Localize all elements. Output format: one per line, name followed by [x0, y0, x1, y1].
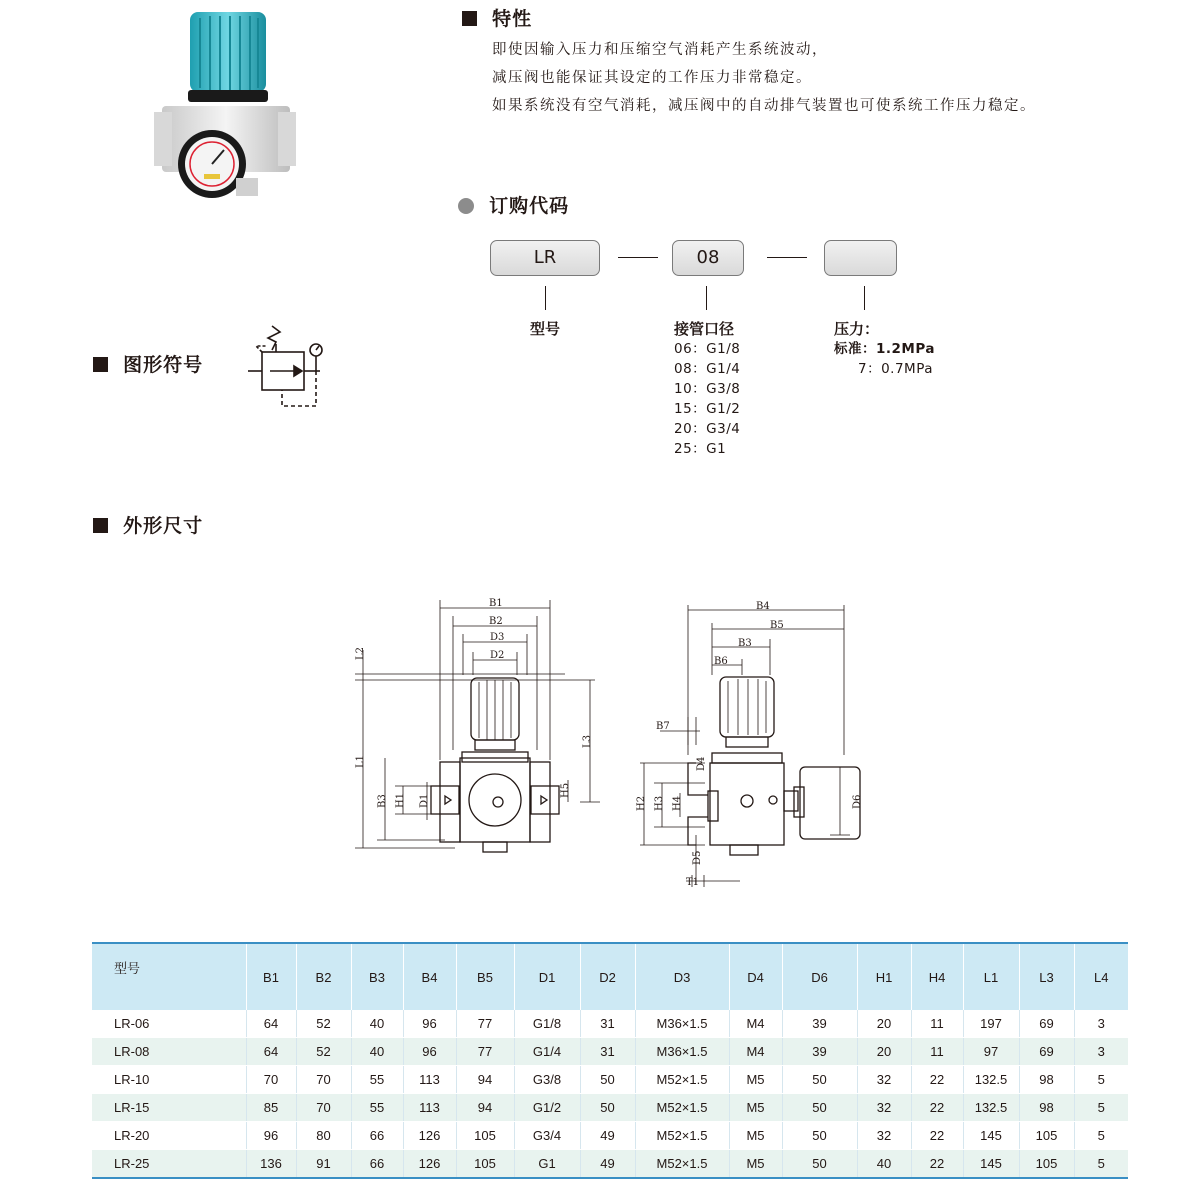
table-cell: 40 [857, 1150, 911, 1179]
pressure-block [834, 318, 935, 379]
table-cell: 94 [456, 1094, 514, 1122]
table-cell: 39 [782, 1038, 857, 1066]
table-cell: 50 [580, 1066, 635, 1094]
table-cell: 32 [857, 1122, 911, 1150]
table-cell: 145 [963, 1150, 1019, 1179]
table-cell: LR-25 [92, 1150, 246, 1179]
table-cell: M4 [729, 1010, 782, 1038]
table-header: L4 [1074, 943, 1128, 1010]
table-cell: G3/4 [514, 1122, 580, 1150]
dim-label: B7 [656, 721, 670, 732]
square-bullet-icon [462, 11, 477, 26]
table-header: D1 [514, 943, 580, 1010]
spec-table-body [92, 1010, 1128, 1178]
table-cell: 32 [857, 1066, 911, 1094]
dim-label: L1 [355, 754, 366, 768]
table-cell: G1/2 [514, 1094, 580, 1122]
dim-label: B3 [738, 638, 752, 649]
table-header: B4 [403, 943, 456, 1010]
code-box-model: LR [490, 240, 600, 276]
table-cell: 50 [782, 1094, 857, 1122]
port-option: 10：G3/8 [674, 381, 741, 397]
port-option: 06：G1/8 [674, 341, 741, 357]
table-cell: LR-10 [92, 1066, 246, 1094]
table-cell: 22 [911, 1094, 963, 1122]
port-size-label: 接管口径 [674, 320, 735, 338]
table-cell: M52×1.5 [635, 1094, 729, 1122]
code-leader-3 [864, 286, 865, 310]
code-dash-1 [618, 257, 658, 258]
table-cell: 22 [911, 1150, 963, 1179]
table-cell: 22 [911, 1066, 963, 1094]
dim-label: D3 [490, 632, 505, 643]
table-cell: LR-20 [92, 1122, 246, 1150]
table-row [92, 1150, 1128, 1179]
table-cell: G3/8 [514, 1066, 580, 1094]
table-cell: 5 [1074, 1066, 1128, 1094]
table-cell: 50 [782, 1150, 857, 1179]
square-bullet-icon [93, 357, 108, 372]
table-cell: 50 [782, 1122, 857, 1150]
table-header: B5 [456, 943, 514, 1010]
code-leader-1 [545, 286, 546, 310]
table-cell: 69 [1019, 1010, 1074, 1038]
table-cell: 66 [351, 1122, 403, 1150]
model-label: 型号 [530, 320, 561, 338]
table-row [92, 1094, 1128, 1122]
dim-label: H2 [636, 795, 647, 811]
table-cell: 77 [456, 1038, 514, 1066]
side-view-drawing [630, 595, 880, 895]
code-box-port: 08 [672, 240, 744, 276]
dim-label: B3 [377, 794, 388, 808]
table-cell: 50 [782, 1066, 857, 1094]
symbol-title: 图形符号 [123, 354, 204, 376]
table-cell: 126 [403, 1150, 456, 1179]
features-heading [462, 4, 532, 31]
port-option: 25：G1 [674, 441, 727, 457]
table-cell: 20 [857, 1038, 911, 1066]
table-cell: 113 [403, 1066, 456, 1094]
table-cell: 145 [963, 1122, 1019, 1150]
table-header: H4 [911, 943, 963, 1010]
table-cell: 5 [1074, 1122, 1128, 1150]
feature-line-3: 如果系统没有空气消耗，减压阀中的自动排气装置也可使系统工作压力稳定。 [492, 98, 1036, 114]
table-cell: 105 [1019, 1122, 1074, 1150]
table-cell: G1/4 [514, 1038, 580, 1066]
dim-label: D5 [692, 850, 703, 865]
table-cell: 50 [580, 1094, 635, 1122]
spec-table [92, 942, 1128, 1179]
ordering-title: 订购代码 [489, 195, 570, 217]
dim-label: B6 [714, 656, 728, 667]
table-cell: 39 [782, 1010, 857, 1038]
table-cell: 70 [246, 1066, 296, 1094]
table-cell: 55 [351, 1066, 403, 1094]
table-cell: 40 [351, 1010, 403, 1038]
table-cell: 40 [351, 1038, 403, 1066]
table-cell: 96 [403, 1010, 456, 1038]
table-cell: 98 [1019, 1094, 1074, 1122]
pressure-option: 7：0.7MPa [858, 361, 934, 377]
table-cell: 113 [403, 1094, 456, 1122]
table-cell: 132.5 [963, 1066, 1019, 1094]
pressure-option: 标准：1.2MPa [834, 341, 935, 357]
table-cell: M4 [729, 1038, 782, 1066]
code-leader-2 [706, 286, 707, 310]
port-size-block [674, 318, 740, 459]
square-bullet-icon [93, 518, 108, 533]
table-cell: 197 [963, 1010, 1019, 1038]
pneumatic-symbol [246, 322, 332, 412]
table-cell: M52×1.5 [635, 1122, 729, 1150]
port-option: 08：G1/4 [674, 361, 741, 377]
table-cell: 55 [351, 1094, 403, 1122]
table-row [92, 1066, 1128, 1094]
table-header: L1 [963, 943, 1019, 1010]
dim-label: L2 [355, 646, 366, 660]
dim-label: D2 [490, 650, 505, 661]
table-header: B1 [246, 943, 296, 1010]
table-cell: 80 [296, 1122, 351, 1150]
table-cell: 132.5 [963, 1094, 1019, 1122]
table-cell: 20 [857, 1010, 911, 1038]
dimensions-heading [93, 511, 203, 538]
table-cell: M5 [729, 1150, 782, 1179]
table-cell: 94 [456, 1066, 514, 1094]
table-header: D6 [782, 943, 857, 1010]
table-cell: 69 [1019, 1038, 1074, 1066]
table-header: B2 [296, 943, 351, 1010]
table-row [92, 1122, 1128, 1150]
table-cell: 49 [580, 1122, 635, 1150]
table-cell: G1 [514, 1150, 580, 1179]
ordering-heading [458, 191, 569, 218]
table-cell: 5 [1074, 1150, 1128, 1179]
port-option: 20：G3/4 [674, 421, 741, 437]
dim-label: D6 [852, 794, 863, 809]
table-header-row [92, 943, 1128, 1010]
table-cell: 52 [296, 1038, 351, 1066]
code-box-pressure [824, 240, 897, 276]
front-view-labels [355, 598, 593, 808]
dim-label: B1 [489, 598, 503, 609]
table-cell: M36×1.5 [635, 1010, 729, 1038]
feature-line-2: 减压阀也能保证其设定的工作压力非常稳定。 [492, 70, 812, 86]
dim-label: B5 [770, 620, 784, 631]
feature-line-1: 即使因输入压力和压缩空气消耗产生系统波动， [492, 42, 828, 58]
dim-label: B4 [756, 601, 770, 612]
table-cell: 96 [403, 1038, 456, 1066]
table-cell: 66 [351, 1150, 403, 1179]
table-header: 型号 [92, 943, 246, 1010]
table-cell: 3 [1074, 1038, 1128, 1066]
table-cell: LR-15 [92, 1094, 246, 1122]
table-header: D2 [580, 943, 635, 1010]
table-cell: 3 [1074, 1010, 1128, 1038]
table-header: B3 [351, 943, 403, 1010]
table-cell: 96 [246, 1122, 296, 1150]
table-cell: 136 [246, 1150, 296, 1179]
table-cell: M5 [729, 1066, 782, 1094]
dim-label: L3 [582, 734, 593, 748]
dim-label: B2 [489, 616, 503, 627]
table-cell: 49 [580, 1150, 635, 1179]
table-cell: 11 [911, 1010, 963, 1038]
table-cell: G1/8 [514, 1010, 580, 1038]
table-cell: 11 [911, 1038, 963, 1066]
table-cell: 64 [246, 1010, 296, 1038]
table-cell: 105 [1019, 1150, 1074, 1179]
table-cell: 64 [246, 1038, 296, 1066]
table-cell: 77 [456, 1010, 514, 1038]
table-cell: 91 [296, 1150, 351, 1179]
dim-label: H3 [654, 795, 665, 811]
port-option: 15：G1/2 [674, 401, 741, 417]
table-cell: 70 [296, 1094, 351, 1122]
table-row [92, 1038, 1128, 1066]
table-cell: 70 [296, 1066, 351, 1094]
table-header: L3 [1019, 943, 1074, 1010]
table-cell: LR-06 [92, 1010, 246, 1038]
front-view-drawing [345, 590, 615, 860]
features-text [492, 36, 1036, 120]
dim-label: H1 [395, 792, 406, 808]
table-cell: 31 [580, 1038, 635, 1066]
pressure-label: 压力： [834, 320, 880, 338]
table-cell: 32 [857, 1094, 911, 1122]
dim-label: D1 [419, 793, 430, 808]
table-cell: LR-08 [92, 1038, 246, 1066]
dim-label: H4 [672, 795, 683, 811]
dim-label: T1 [686, 877, 700, 888]
table-cell: 97 [963, 1038, 1019, 1066]
dimensions-title: 外形尺寸 [123, 515, 204, 537]
table-cell: M5 [729, 1122, 782, 1150]
table-cell: M52×1.5 [635, 1150, 729, 1179]
table-cell: M5 [729, 1094, 782, 1122]
dim-label: H5 [560, 782, 571, 798]
features-title: 特性 [492, 8, 533, 30]
table-cell: 98 [1019, 1066, 1074, 1094]
table-row [92, 1010, 1128, 1038]
symbol-heading [93, 350, 203, 377]
table-cell: 31 [580, 1010, 635, 1038]
code-dash-2 [767, 257, 807, 258]
table-cell: M36×1.5 [635, 1038, 729, 1066]
table-header: H1 [857, 943, 911, 1010]
product-photo [150, 8, 300, 204]
table-cell: 126 [403, 1122, 456, 1150]
table-header: D4 [729, 943, 782, 1010]
table-cell: 52 [296, 1010, 351, 1038]
dim-label: D4 [696, 756, 707, 771]
table-cell: 22 [911, 1122, 963, 1150]
circle-bullet-icon [458, 198, 474, 214]
table-cell: M52×1.5 [635, 1066, 729, 1094]
table-cell: 85 [246, 1094, 296, 1122]
table-cell: 105 [456, 1122, 514, 1150]
table-cell: 105 [456, 1150, 514, 1179]
table-cell: 5 [1074, 1094, 1128, 1122]
table-header: D3 [635, 943, 729, 1010]
